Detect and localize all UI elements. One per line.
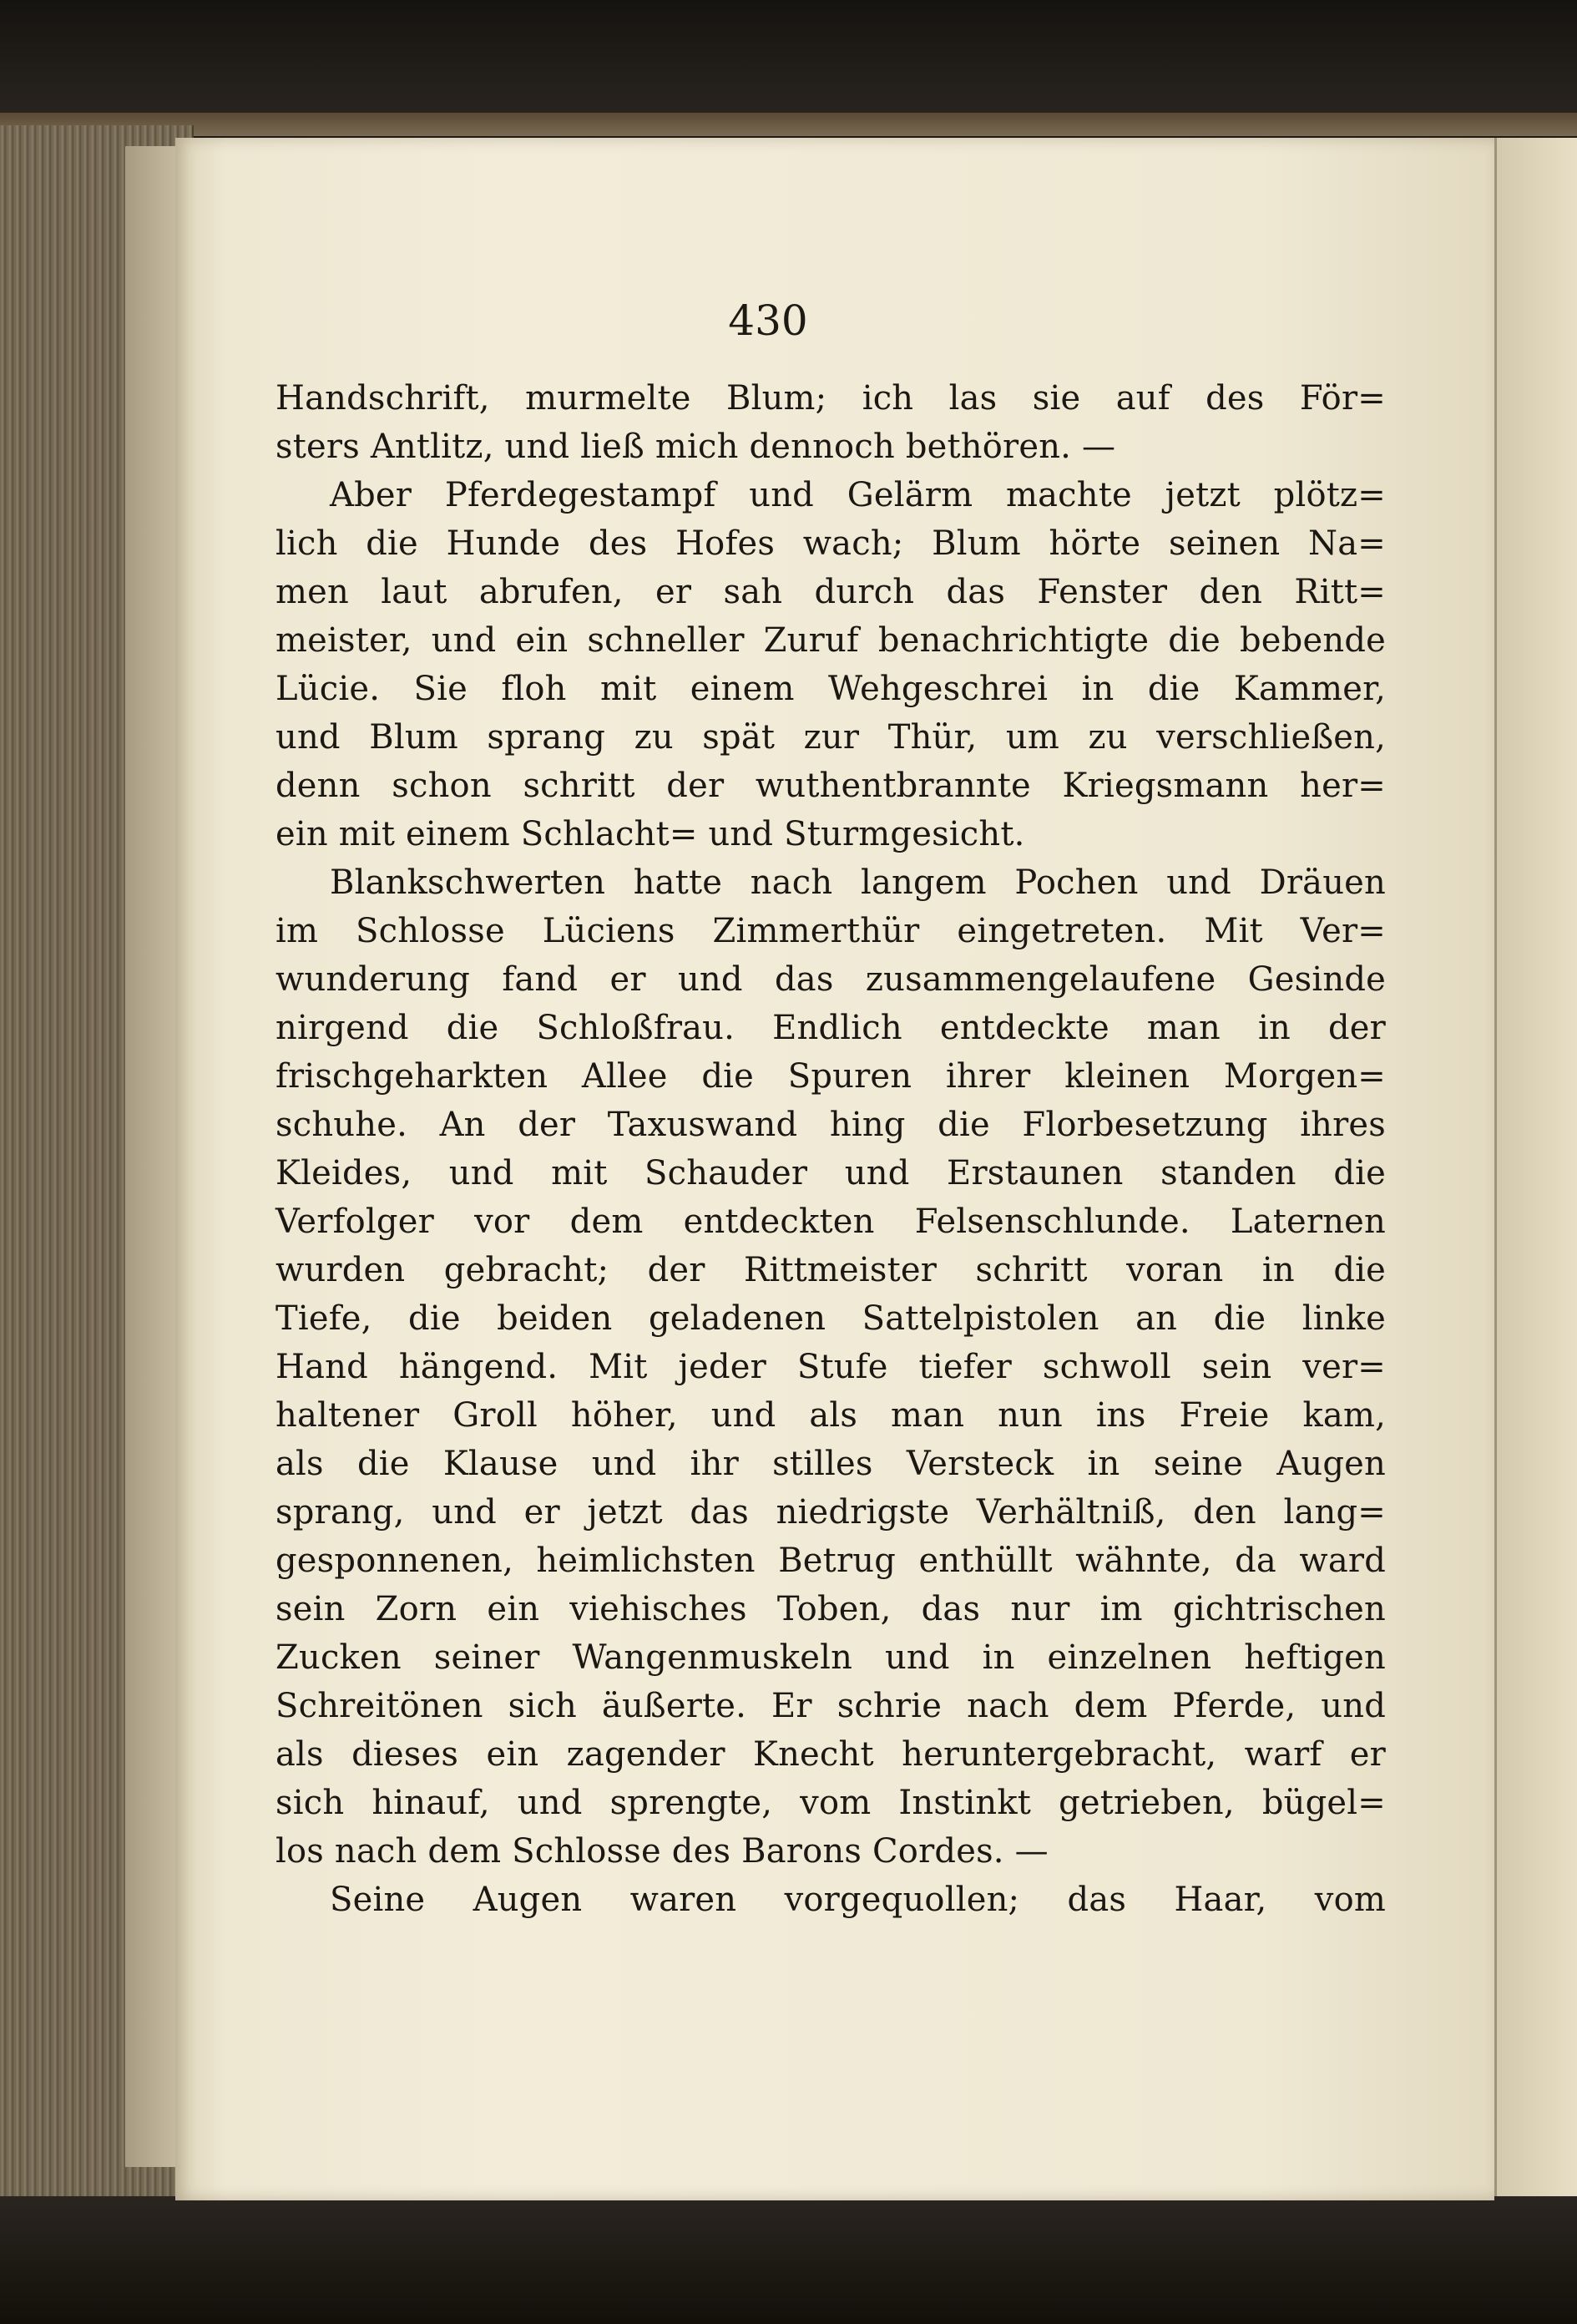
page-number: 430 bbox=[728, 296, 808, 345]
text-line: Seine Augen waren vorgequollen; das Haar, vom bbox=[330, 1881, 1386, 1919]
text-line: sich hinauf, und sprengte, vom Instinkt getrieben, bügel= bbox=[275, 1784, 1386, 1822]
text-line: Handschrift, murmelte Blum; ich las sie auf des För= bbox=[275, 379, 1386, 418]
text-line: Aber Pferdegestampf und Gelärm machte jetzt plötz= bbox=[330, 476, 1386, 514]
text-line: sprang, und er jetzt das niedrigste Verhältniß, den lang= bbox=[275, 1493, 1386, 1532]
text-line: haltener Groll höher, und als man nun ins Freie kam, bbox=[275, 1396, 1386, 1435]
text-line: gesponnenen, heimlichsten Betrug enthüllt wähnte, da ward bbox=[275, 1542, 1386, 1580]
text-line: Kleides, und mit Schauder und Erstaunen standen die bbox=[275, 1154, 1386, 1192]
text-line: wunderung fand er und das zusammengelaufene Gesinde bbox=[275, 960, 1386, 999]
text-line: sein Zorn ein viehisches Toben, das nur im gichtrischen bbox=[275, 1590, 1386, 1628]
background-top bbox=[0, 0, 1577, 125]
text-line: im Schlosse Lüciens Zimmerthür eingetreten. Mit Ver= bbox=[275, 912, 1386, 950]
text-line: als dieses ein zagender Knecht heruntergebracht, warf er bbox=[275, 1735, 1386, 1774]
text-line: Zucken seiner Wangenmuskeln und in einzelnen heftigen bbox=[275, 1638, 1386, 1677]
background-bottom bbox=[0, 2196, 1577, 2324]
text-line: Verfolger vor dem entdeckten Felsenschlunde. Laternen bbox=[275, 1203, 1386, 1241]
text-line: men laut abrufen, er sah durch das Fenster den Ritt= bbox=[275, 573, 1386, 611]
text-line: ein mit einem Schlacht= und Sturmgesicht. bbox=[275, 815, 1025, 853]
text-line: als die Klause und ihr stilles Versteck in seine Augen bbox=[275, 1445, 1386, 1483]
book-cover-edge bbox=[0, 113, 1577, 136]
text-line: los nach dem Schlosse des Barons Cordes. — bbox=[275, 1832, 1049, 1871]
text-line: schuhe. An der Taxuswand hing die Florbesetzung ihres bbox=[275, 1106, 1386, 1144]
body-text bbox=[275, 374, 1386, 1924]
text-line: Schreitönen sich äußerte. Er schrie nach dem Pferde, und bbox=[275, 1687, 1386, 1725]
text-line: Hand hängend. Mit jeder Stufe tiefer schwoll sein ver= bbox=[275, 1348, 1386, 1386]
text-line: meister, und ein schneller Zuruf benachrichtigte die bebende bbox=[275, 621, 1386, 660]
text-line: Tiefe, die beiden geladenen Sattelpistolen an die linke bbox=[275, 1299, 1386, 1338]
text-line: Lücie. Sie floh mit einem Wehgeschrei in die Kammer, bbox=[275, 670, 1386, 708]
text-line: sters Antlitz, und ließ mich dennoch bethören. — bbox=[275, 428, 1116, 466]
text-line: wurden gebracht; der Rittmeister schritt voran in die bbox=[275, 1251, 1386, 1289]
text-line: denn schon schritt der wuthentbrannte Kriegsmann her= bbox=[275, 767, 1386, 805]
text-line: Blankschwerten hatte nach langem Pochen und Dräuen bbox=[330, 863, 1386, 902]
facing-page-edge bbox=[1494, 138, 1577, 2200]
text-line: und Blum sprang zu spät zur Thür, um zu verschließen, bbox=[275, 718, 1386, 757]
text-line: frischgeharkten Allee die Spuren ihrer kleinen Morgen= bbox=[275, 1057, 1386, 1096]
text-line: lich die Hunde des Hofes wach; Blum hörte seinen Na= bbox=[275, 524, 1386, 563]
text-line: nirgend die Schloßfrau. Endlich entdeckte man in der bbox=[275, 1009, 1386, 1047]
